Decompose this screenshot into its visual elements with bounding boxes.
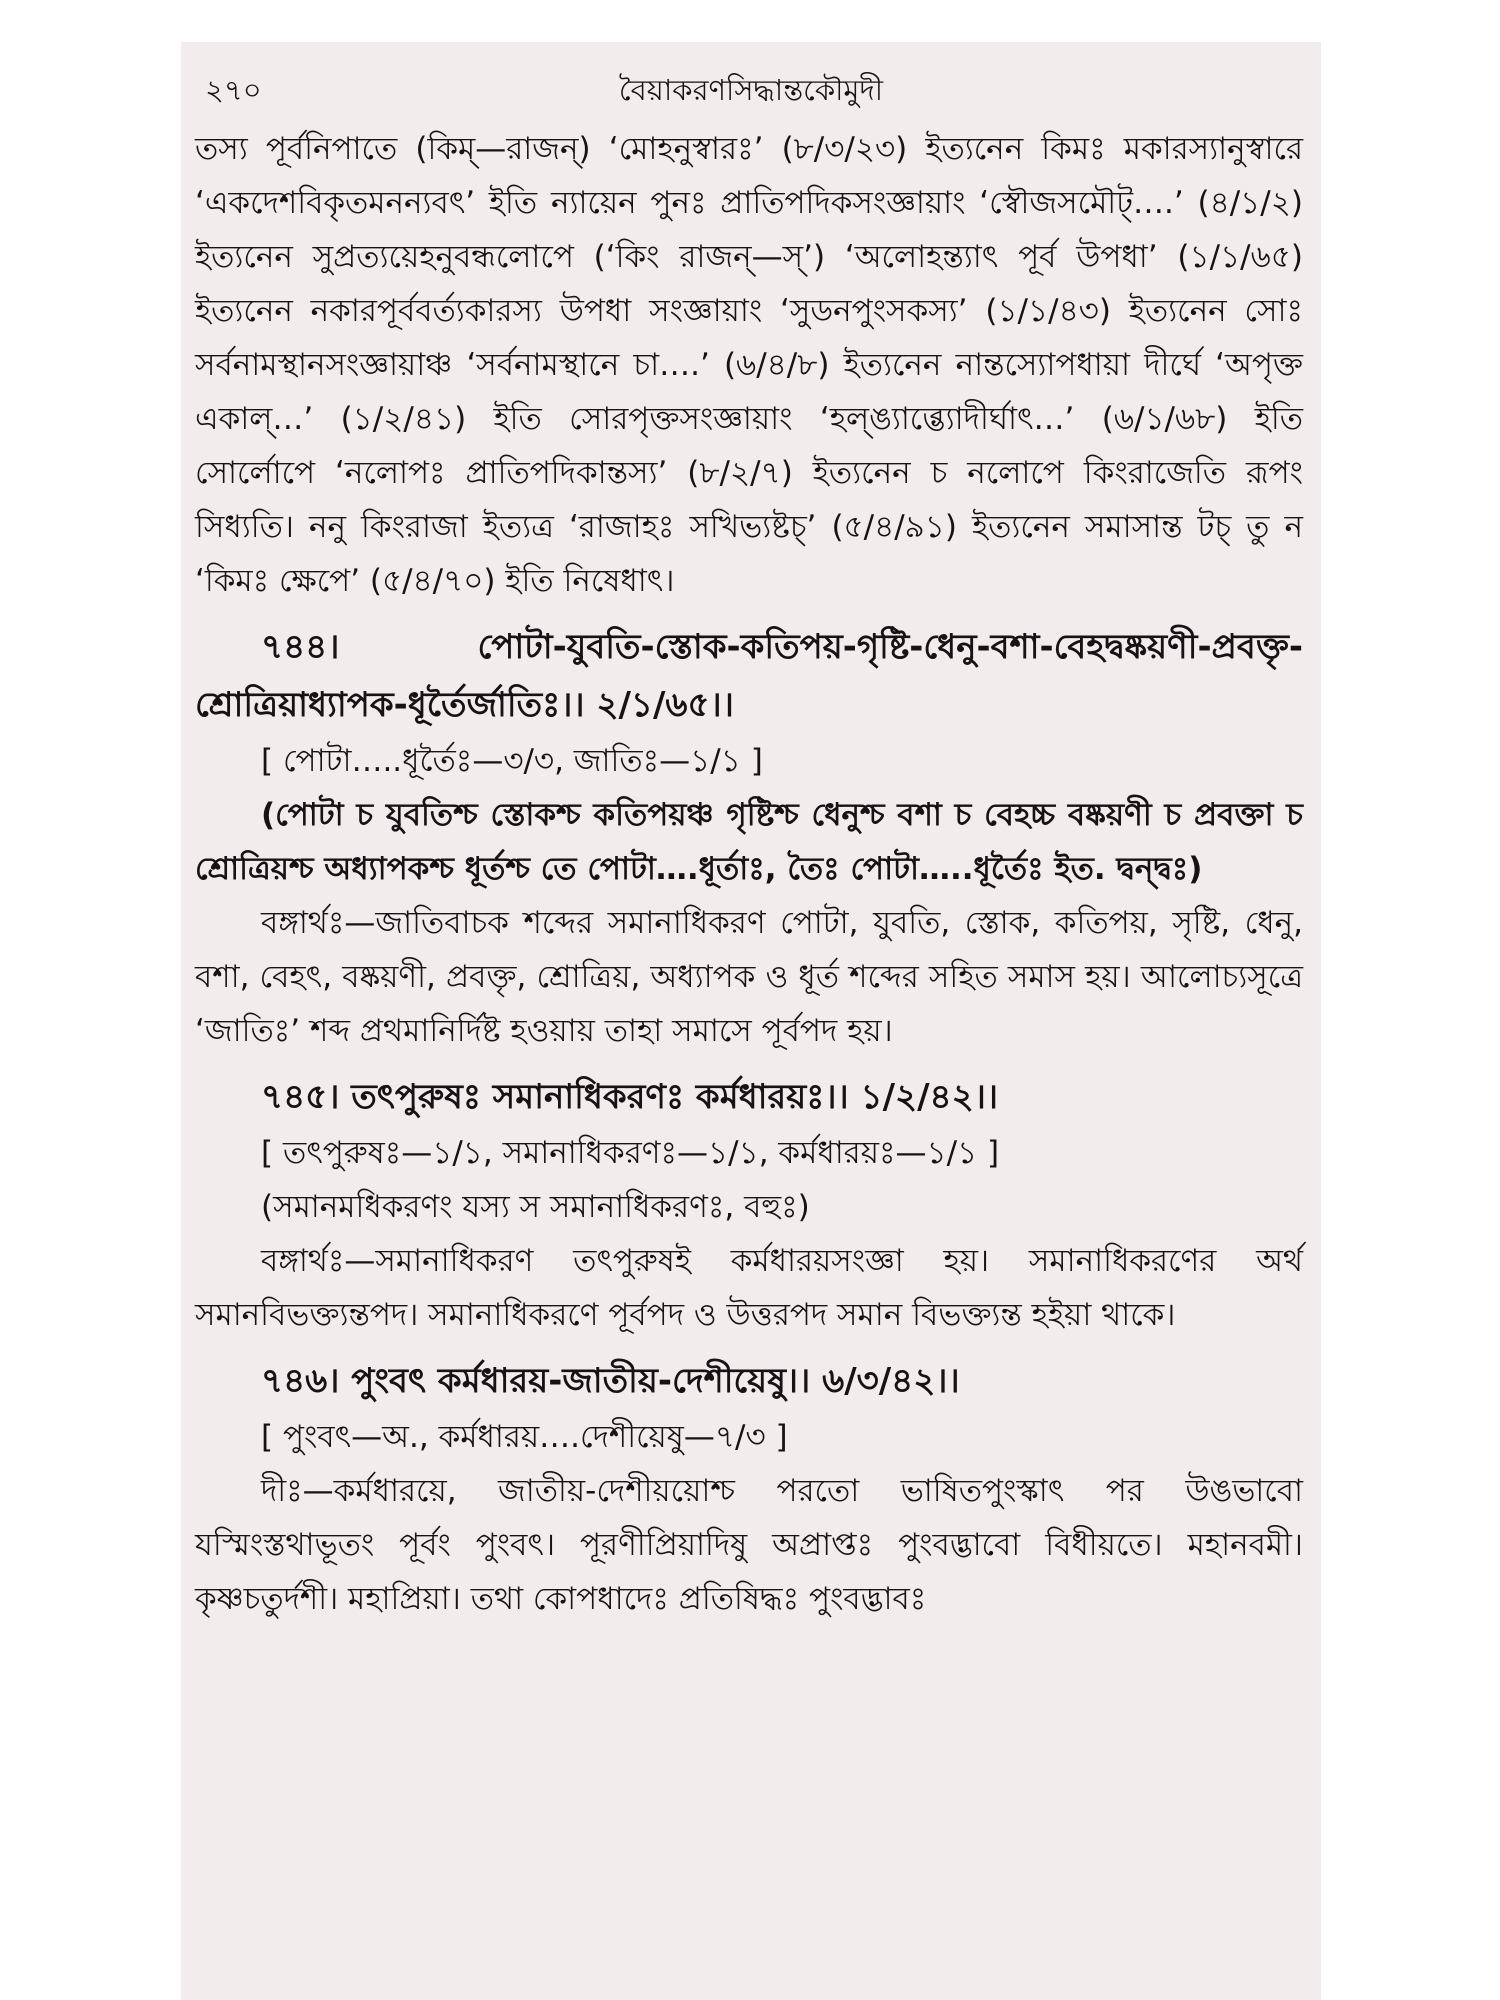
sutra-744-bengali-meaning: বঙ্গার্থঃ—জাতিবাচক শব্দের সমানাধিকরণ পোটা, যুবতি, স্তোক, কতিপয়, সৃষ্টি, ধেনু, বশা, বেহৎ, বষ্কয়ণী, প্রবক্তৃ, শ্রোত্রিয়, অধ্যাপক ও ধূর্ত শব্দের সহিত সমাস হয়। আলোচ্যসূত্রে ‘জাতিঃ’ শব্দ প্রথমানির্দিষ্ট হওয়ায় তাহা সমাসে পূর্বপদ হয়। xyxy=(195,905,1303,1049)
sutra-745-vigraha: (সমানমধিকরণং যস্য স সমানাধিকরণঃ, বহুঃ) xyxy=(261,1189,810,1225)
sutra-745-padaccheda: [ তৎপুরুষঃ—১/১, সমানাধিকরণঃ—১/১, কর্মধারয়ঃ—১/১ ] xyxy=(261,1135,1000,1171)
running-title: বৈয়াকরণসিদ্ধান্তকৌমুদী xyxy=(618,73,884,107)
page-body xyxy=(195,122,1303,1626)
book-page xyxy=(181,42,1321,2000)
sutra-746-commentary: দীঃ—কর্মধারয়ে, জাতীয়-দেশীয়য়োশ্চ পরতো ভাষিতপুংস্কাৎ পর উঙভাবো যস্মিংস্তথাভূতং পূর্বং পুংবৎ। পূরণীপ্রিয়াদিষু অপ্রাপ্তঃ পুংবদ্ভাবো বিধীয়তে। মহানবমী। কৃষ্ণচতুর্দশী। মহাপ্রিয়া। তথা কোপধাদেঃ প্রতিষিদ্ধঃ পুংবদ্ভাবঃ xyxy=(195,1473,1303,1617)
sutra-746-heading: ৭৪৬। পুংবৎ কর্মধারয়-জাতীয়-দেশীয়েষু।। ৬/৩/৪২।। xyxy=(261,1361,960,1401)
sutra-746-padaccheda: [ পুংবৎ—অ., কর্মধারয়….দেশীয়েষু—৭/৩ ] xyxy=(261,1419,788,1455)
page-header xyxy=(181,66,1321,114)
sutra-745-heading: ৭৪৫। তৎপুরুষঃ সমানাধিকরণঃ কর্মধারয়ঃ।। ১/২/৪২।। xyxy=(261,1077,999,1117)
commentary-paragraph: তস্য পূর্বনিপাতে (কিম্—রাজন্) ‘মোহনুস্বারঃ’ (৮/৩/২৩) ইত্যনেন কিমঃ মকারস্যানুস্বারে ‘একদেশবিকৃতমনন্যবৎ’ ইতি ন্যায়েন পুনঃ প্রাতিপদিকসংজ্ঞায়াং ‘স্বৌজসমৌট্….’ (৪/১/২) ইত্যনেন সুপ্রত্যয়েহনুবন্ধলোপে (‘কিং রাজন্—স্’) ‘অলোহন্ত্যাৎ পূর্ব উপধা’ (১/১/৬৫) ইত্যনেন নকারপূর্ববর্ত্যকারস্য উপধা সংজ্ঞায়াং ‘সুডনপুংসকস্য’ (১/১/৪৩) ইত্যনেন সোঃ সর্বনামস্থানসংজ্ঞায়াঞ্চ ‘সর্বনামস্থানে চা….’ (৬/৪/৮) ইত্যনেন নান্তস্যোপধায়া দীর্ঘে ‘অপৃক্ত একাল্…’ (১/২/৪১) ইতি সোরপৃক্তসংজ্ঞায়াং ‘হল্ঙ্যাব্ভ্যোদীর্ঘাৎ…’ (৬/১/৬৮) ইতি সোর্লোপে ‘নলোপঃ প্রাতিপদিকান্তস্য’ (৮/২/৭) ইত্যনেন চ নলোপে কিংরাজেতি রূপং সিধ্যতি। ননু কিংরাজা ইত্যত্র ‘রাজাহঃ সখিভ্যষ্টচ্’ (৫/৪/৯১) ইত্যনেন সমাসান্ত টচ্ তু ন ‘কিমঃ ক্ষেপে’ (৫/৪/৭০) ইতি নিষেধাৎ। xyxy=(195,131,1303,599)
sutra-745-bengali-meaning: বঙ্গার্থঃ—সমানাধিকরণ তৎপুরুষই কর্মধারয়সংজ্ঞা হয়। সমানাধিকরণের অর্থ সমানবিভক্ত্যন্তপদ। সমানাধিকরণে পূর্বপদ ও উত্তরপদ সমান বিভক্ত্যন্ত হইয়া থাকে। xyxy=(195,1243,1303,1333)
sutra-744-heading: ৭৪৪। পোটা-যুবতি-স্তোক-কতিপয়-গৃষ্টি-ধেনু-বশা-বেহদ্বষ্কয়ণী-প্রবক্তৃ-শ্রোত্রিয়াধ্যাপক-ধূর্তৈর্জাতিঃ।। ২/১/৬৫।। xyxy=(195,627,1303,725)
sutra-744-vigraha: (পোটা চ যুবতিশ্চ স্তোকশ্চ কতিপয়ঞ্চ গৃষ্টিশ্চ ধেনুশ্চ বশা চ বেহচ্চ বষ্কয়ণী চ প্রবক্তা চ শ্রোত্রিয়শ্চ অধ্যাপকশ্চ ধূর্তশ্চ তে পোটা….ধূর্তাঃ, তৈঃ পোটা…..ধূর্তৈঃ ইত. দ্বন্দ্বঃ) xyxy=(195,797,1303,887)
sutra-744-padaccheda: [ পোটা…..ধূর্তৈঃ—৩/৩, জাতিঃ—১/১ ] xyxy=(261,743,763,779)
page-number: ২৭০ xyxy=(205,73,262,107)
